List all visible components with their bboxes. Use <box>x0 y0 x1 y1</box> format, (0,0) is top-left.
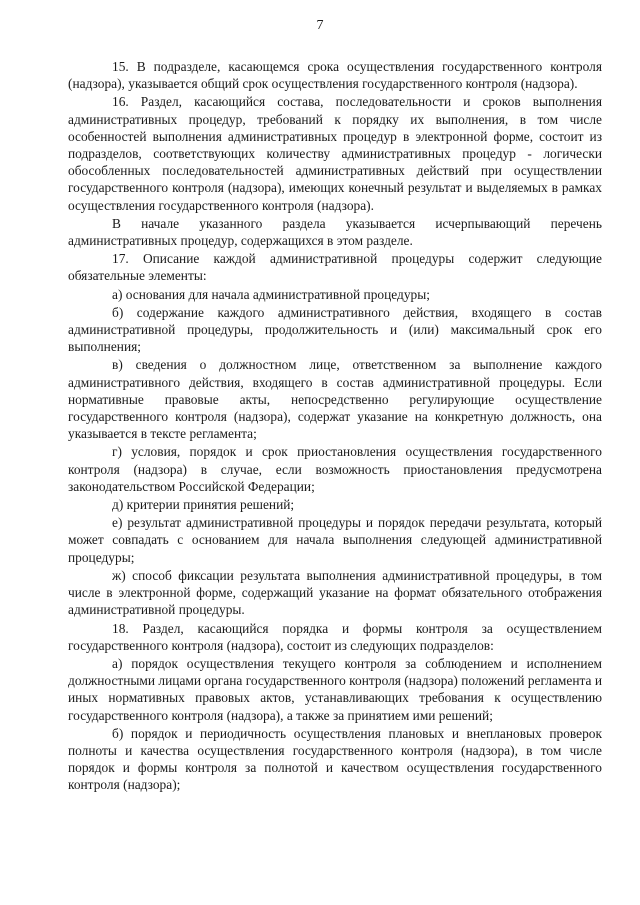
paragraph-17: 17. Описание каждой административной процедуры содержит следующие обязательные элементы: <box>68 251 602 284</box>
paragraph-17-zh: ж) способ фиксации результата выполнения административной процедуры, в том числе в электронной форме, содержащий указание на формат обязательного отображения административной процедуры. <box>68 567 602 618</box>
paragraph-17-v: в) сведения о должностном лице, ответственном за выполнение каждого административного действия, входящего в состав административной процедуры. Если нормативные правовые акты, непосредственно регулирующие осуществление государственного контроля (надзора), содержат указание на конкретную должность, она указывается в тексте регламента; <box>68 357 602 442</box>
paragraph-18: 18. Раздел, касающийся порядка и формы контроля за осуществлением государственного контроля (надзора), состоит из следующих подразделов: <box>68 620 602 653</box>
paragraph-17-d: д) критерии принятия решений; <box>112 497 295 513</box>
paragraph-16: 16. Раздел, касающийся состава, последовательности и сроков выполнения административных процедур, требований к порядку их выполнения, в том числе особенностей выполнения административных процедур в электронной форме, состоит из подразделов, соответствующих количеству административных процедур - логически обособленных последовательностей административных действий при осуществлении государственного контроля (надзора), имеющих конечный результат и выделяемых в рамках осуществления государственного контроля (надзора). <box>68 94 602 213</box>
paragraph-18-a: а) порядок осуществления текущего контроля за соблюдением и исполнением должностными лицами органа государственного контроля (надзора) положений регламента и иных нормативных правовых актов, устанавливающих требования к осуществлению государственного контроля (надзора), а также за принятием ими решений; <box>68 655 602 723</box>
document-body <box>68 58 602 794</box>
paragraph-17-g: г) условия, порядок и срок приостановления осуществления государственного контроля (надзора) в случае, если возможность приостановления предусмотрена законодательством Российской Федерации; <box>68 444 602 494</box>
paragraph-15: 15. В подразделе, касающемся срока осуществления государственного контроля (надзора), указывается общий срок осуществления государственного контроля (надзора). <box>68 59 602 92</box>
paragraph-17-e: е) результат административной процедуры и порядок передачи результата, который может совпадать с основанием для начала выполнения следующей административной процедуры; <box>68 515 602 565</box>
paragraph-17-a: а) основания для начала административной процедуры; <box>112 286 430 302</box>
paragraph-18-b: б) порядок и периодичность осуществления плановых и внеплановых проверок полноты и качества осуществления государственного контроля (надзора), в том числе порядок и формы контроля за полнотой и качеством осуществления государственного контроля (надзора); <box>68 725 602 793</box>
paragraph-17-b: б) содержание каждого административного действия, входящего в состав административной процедуры, продолжительность и (или) максимальный срок его выполнения; <box>68 304 602 355</box>
page-number: 7 <box>316 18 324 33</box>
paragraph-16-note: В начале указанного раздела указывается исчерпывающий перечень административных процедур, содержащихся в этом разделе. <box>68 215 602 249</box>
